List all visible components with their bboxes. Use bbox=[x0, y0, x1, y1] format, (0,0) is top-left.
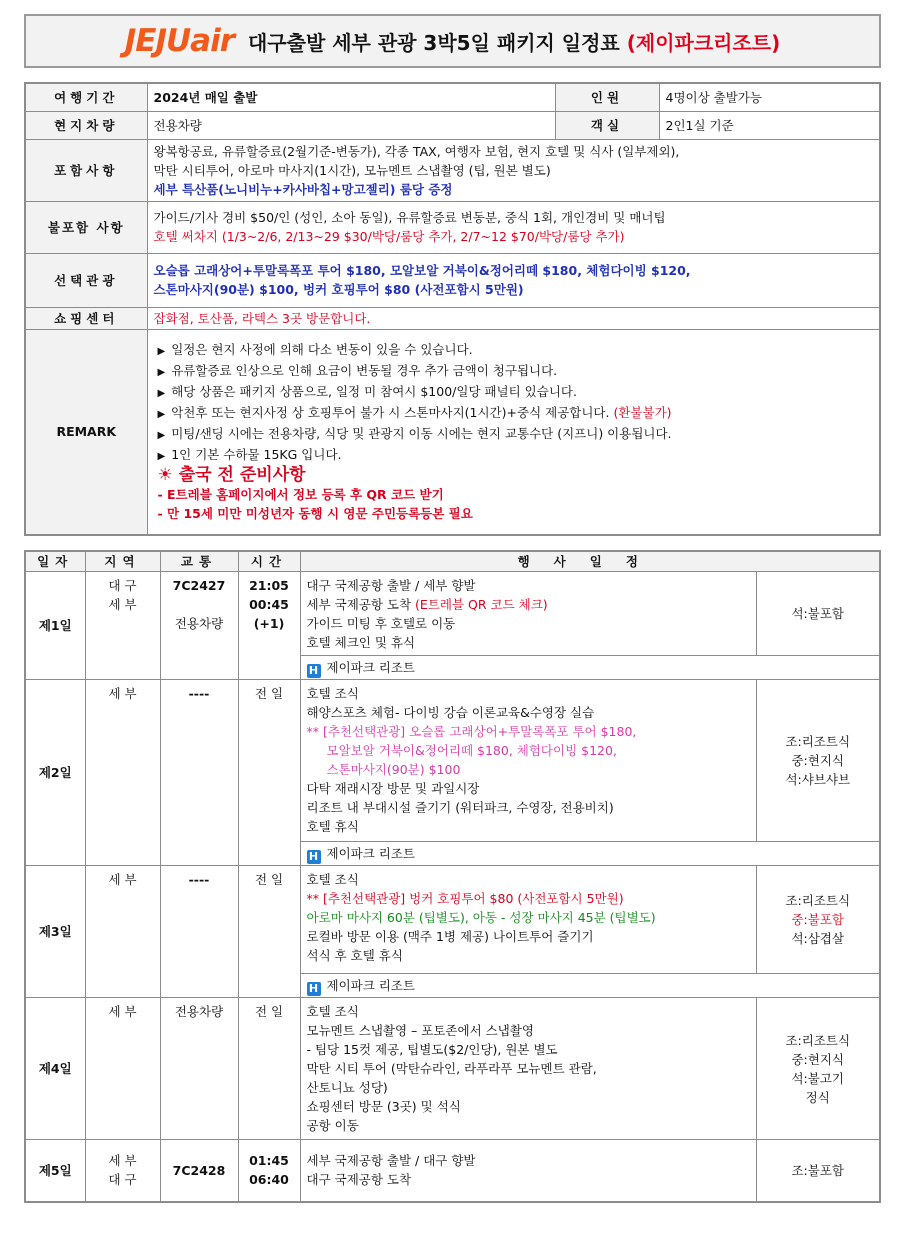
day-region bbox=[85, 572, 160, 680]
day-program bbox=[300, 1140, 756, 1202]
col-header-transport: 교통 bbox=[160, 551, 238, 572]
jejuair-logo: JEJUair bbox=[124, 23, 234, 59]
optional-line: 오슬롭 고래상어+투말록폭포 투어 $180, 모알보알 거북이&정어리떼 $180, 체험다이빙 $120, bbox=[153, 263, 691, 278]
remark-text: 일정은 현지 사정에 의해 다소 변동이 있을 수 있습니다. bbox=[171, 342, 473, 358]
hotel-icon: H bbox=[307, 850, 321, 864]
day-meals: 석:불포함 bbox=[756, 572, 880, 656]
shopping-label: 쇼핑센터 bbox=[25, 307, 147, 329]
optional-tour-line: 스톤마사지(90분) $100 bbox=[326, 762, 461, 777]
remark-item bbox=[158, 382, 874, 403]
day-transport: 7C2428 bbox=[160, 1140, 238, 1202]
included-line: 막탄 시티투어, 아로마 마사지(1시간), 모뉴멘트 스냅촬영 (팁, 원본 별도) bbox=[153, 162, 551, 178]
remark-text: 1인 기본 수하물 15KG 입니다. bbox=[171, 447, 342, 463]
col-header-date: 일자 bbox=[25, 551, 85, 572]
remark-item bbox=[158, 403, 874, 424]
info-table bbox=[24, 82, 881, 536]
region-line: 세 부 bbox=[108, 597, 137, 612]
sun-icon: ☀ bbox=[157, 465, 173, 486]
day-meals bbox=[756, 866, 880, 974]
prep-heading bbox=[158, 466, 874, 485]
hotel-name: 제이파크 리조트 bbox=[326, 845, 415, 861]
prep-title-text: 출국 전 준비사항 bbox=[178, 465, 306, 486]
title-banner bbox=[24, 14, 881, 68]
time-line: 06:40 bbox=[249, 1172, 289, 1188]
day-program bbox=[300, 866, 756, 974]
day-meals: 조:불포함 bbox=[756, 1140, 880, 1202]
optional-tour-line: ** [추천선택관광] 오슬롭 고래상어+투말록폭포 투어 $180, bbox=[306, 724, 637, 739]
day-time bbox=[238, 1140, 300, 1202]
day-label: 제2일 bbox=[25, 680, 85, 866]
hotel-icon: H bbox=[307, 664, 321, 678]
optional-value bbox=[147, 253, 880, 307]
day-transport: 전용차량 bbox=[160, 998, 238, 1140]
included-gift: 세부 특산품(노니비누+카사바칩+망고젤리) 룸당 증정 bbox=[153, 181, 453, 197]
day-hotel bbox=[300, 842, 880, 866]
triangle-bullet-icon: ▶ bbox=[157, 367, 166, 379]
prep-item: - 만 15세 미만 미성년자 동행 시 영문 주민등록등본 필요 bbox=[157, 506, 473, 522]
triangle-bullet-icon: ▶ bbox=[157, 388, 166, 400]
day-program bbox=[300, 572, 756, 656]
triangle-bullet-icon: ▶ bbox=[157, 430, 166, 442]
included-value bbox=[147, 139, 880, 201]
period-value: 2024년 매일 출발 bbox=[147, 83, 555, 111]
meal-line: 석:불고기 bbox=[791, 1070, 844, 1086]
excluded-value bbox=[147, 201, 880, 253]
meal-line: 중:불포함 bbox=[791, 912, 844, 927]
program-line: 호텔 조식 bbox=[306, 686, 359, 701]
program-line: 산토니뇨 성당) bbox=[306, 1080, 388, 1095]
optional-line: 스톤마사지(90분) $100, 벙커 호핑투어 $80 (사전포함시 5만원) bbox=[153, 282, 524, 297]
program-line: 로컬바 방문 이용 (맥주 1병 제공) 나이트투어 즐기기 bbox=[306, 929, 594, 944]
program-line: 해양스포츠 체험- 다이빙 강습 이론교육&수영장 실습 bbox=[306, 705, 595, 720]
program-line: 세부 국제공항 출발 / 대구 향발 bbox=[306, 1153, 476, 1169]
remark-text: 미팅/샌딩 시에는 전용차량, 식당 및 관광지 이동 시에는 현지 교통수단 (지프니) 이용됩니다. bbox=[171, 426, 672, 442]
day-time: 전 일 bbox=[238, 866, 300, 998]
day-time: 전 일 bbox=[238, 680, 300, 866]
itinerary-page bbox=[24, 14, 881, 1203]
hotel-name: 제이파크 리조트 bbox=[326, 977, 415, 993]
excluded-line: 가이드/기사 경비 $50/인 (성인, 소아 동일), 유류할증료 변동분, 중식 1회, 개인경비 및 매너팁 bbox=[153, 210, 666, 225]
vehicle-value: 전용차량 bbox=[147, 111, 555, 139]
day-meals bbox=[756, 680, 880, 842]
program-line: 쇼핑센터 방문 (3곳) 및 석식 bbox=[306, 1099, 461, 1114]
program-line: 호텔 체크인 및 휴식 bbox=[306, 635, 416, 650]
day-time: 전 일 bbox=[238, 998, 300, 1140]
optional-tour-line: ** [추천선택관광] 벙커 호핑투어 $80 (사전포함시 5만원) bbox=[306, 891, 624, 906]
triangle-bullet-icon: ▶ bbox=[157, 451, 166, 463]
shopping-value: 잡화점, 토산품, 라텍스 3곳 방문합니다. bbox=[147, 307, 880, 329]
included-line: 왕복항공료, 유류할증료(2월기준-변동가), 각종 TAX, 여행자 보험, 현지 호텔 및 식사 (일부제외), bbox=[153, 143, 680, 159]
vehicle-label: 현지차량 bbox=[25, 111, 147, 139]
day-label: 제1일 bbox=[25, 572, 85, 680]
remark-label: REMARK bbox=[25, 329, 147, 535]
meal-line: 조:리조트식 bbox=[785, 734, 851, 749]
transport-spacer bbox=[167, 595, 232, 614]
excluded-label: 불포함 사항 bbox=[25, 201, 147, 253]
program-line: 호텔 휴식 bbox=[306, 819, 359, 834]
day-region: 세 부 bbox=[85, 998, 160, 1140]
flight-number: 7C2427 bbox=[172, 578, 226, 593]
program-line: - 팀당 15컷 제공, 팁별도($2/인당), 원본 별도 bbox=[306, 1042, 558, 1057]
day-label: 제5일 bbox=[25, 1140, 85, 1202]
remark-item bbox=[158, 445, 874, 466]
meal-line: 중:현지식 bbox=[791, 1051, 844, 1067]
schedule-table bbox=[24, 550, 881, 1203]
day-region: 세 부 bbox=[85, 866, 160, 998]
day-meals bbox=[756, 998, 880, 1140]
meal-line: 조:리조트식 bbox=[785, 1032, 851, 1048]
remark-value bbox=[147, 329, 880, 535]
col-header-time: 시간 bbox=[238, 551, 300, 572]
program-line: 리조트 내 부대시설 즐기기 (워터파크, 수영장, 전용비치) bbox=[306, 800, 614, 815]
remark-text: 해당 상품은 패키지 상품으로, 일정 미 참여시 $100/일당 패널티 있습니다. bbox=[171, 384, 577, 400]
col-header-program: 행사일정 bbox=[300, 551, 880, 572]
region-line: 대 구 bbox=[108, 1172, 137, 1188]
meal-line: 중:현지식 bbox=[791, 753, 844, 768]
title-text: 대구출발 세부 관광 3박5일 패키지 일정표 bbox=[247, 30, 620, 55]
excluded-surcharge: 호텔 써차지 (1/3~2/6, 2/13~29 $30/박당/룸당 추가, 2/7~12 $70/박당/룸당 추가) bbox=[153, 229, 625, 244]
program-line: 대구 국제공항 도착 bbox=[306, 1172, 412, 1188]
qr-check-note: (E트레블 QR 코드 체크) bbox=[415, 597, 548, 612]
title-resort: (제이파크리조트) bbox=[626, 30, 781, 55]
meal-line: 정식 bbox=[805, 1089, 830, 1105]
day-label: 제4일 bbox=[25, 998, 85, 1140]
program-line: 모뉴멘트 스냅촬영 – 포토존에서 스냅촬영 bbox=[306, 1023, 534, 1038]
col-header-region: 지역 bbox=[85, 551, 160, 572]
region-line: 세 부 bbox=[108, 1153, 137, 1169]
room-label: 객실 bbox=[555, 111, 659, 139]
hotel-icon: H bbox=[307, 982, 321, 996]
day-time bbox=[238, 572, 300, 680]
day-hotel bbox=[300, 656, 880, 680]
day-hotel bbox=[300, 974, 880, 998]
massage-line: 아로마 마사지 60분 (팁별도), 아동 - 성장 마사지 45분 (팁별도) bbox=[306, 910, 656, 925]
refund-note: (환불불가) bbox=[613, 405, 672, 421]
day-transport: ---- bbox=[160, 680, 238, 866]
day-program bbox=[300, 998, 756, 1140]
meal-line: 석:삼겹살 bbox=[791, 931, 844, 946]
program-line bbox=[307, 595, 750, 614]
program-line: 가이드 미팅 후 호텔로 이동 bbox=[306, 616, 456, 631]
included-label: 포함사항 bbox=[25, 139, 147, 201]
program-line: 공항 이동 bbox=[306, 1118, 359, 1133]
time-line: 01:45 bbox=[249, 1153, 289, 1169]
prep-item: - E트레블 홈페이지에서 정보 등록 후 QR 코드 받기 bbox=[157, 487, 444, 503]
day-region: 세 부 bbox=[85, 680, 160, 866]
meal-line: 석:샤브샤브 bbox=[785, 772, 851, 787]
day-program bbox=[300, 680, 756, 842]
time-line: 00:45 bbox=[249, 597, 289, 612]
triangle-bullet-icon: ▶ bbox=[157, 409, 166, 421]
day-transport: ---- bbox=[160, 866, 238, 998]
program-line: 호텔 조식 bbox=[306, 872, 359, 887]
time-line: (+1) bbox=[253, 616, 285, 631]
page-title bbox=[248, 27, 780, 56]
region-line: 대 구 bbox=[108, 578, 137, 593]
program-line: 호텔 조식 bbox=[306, 1004, 359, 1019]
time-line: 21:05 bbox=[249, 578, 289, 593]
period-label: 여행기간 bbox=[25, 83, 147, 111]
day-transport bbox=[160, 572, 238, 680]
day-region bbox=[85, 1140, 160, 1202]
remark-text: 유류할증료 인상으로 인해 요금이 변동될 경우 추가 금액이 청구됩니다. bbox=[171, 363, 558, 379]
remark-item bbox=[158, 424, 874, 445]
hotel-name: 제이파크 리조트 bbox=[326, 659, 415, 675]
remark-item bbox=[158, 361, 874, 382]
optional-label: 선택관광 bbox=[25, 253, 147, 307]
people-label: 인원 bbox=[555, 83, 659, 111]
program-line: 대구 국제공항 출발 / 세부 향발 bbox=[306, 578, 476, 593]
day-label: 제3일 bbox=[25, 866, 85, 998]
optional-tour-line: 모알보알 거북이&정어리떼 $180, 체험다이빙 $120, bbox=[326, 743, 617, 758]
triangle-bullet-icon: ▶ bbox=[157, 346, 166, 358]
transport-vehicle: 전용차량 bbox=[174, 616, 224, 631]
people-value: 4명이상 출발가능 bbox=[659, 83, 880, 111]
room-value: 2인1실 기준 bbox=[659, 111, 880, 139]
remark-text: 악천후 또는 현지사정 상 호핑투어 불가 시 스톤마사지(1시간)+중식 제공합니다. bbox=[171, 405, 610, 421]
meal-line: 조:리조트식 bbox=[785, 893, 851, 908]
program-line: 석식 후 호텔 휴식 bbox=[306, 948, 403, 963]
remark-item bbox=[158, 340, 874, 361]
program-line: 다탁 재래시장 방문 및 과일시장 bbox=[306, 781, 480, 796]
program-text: 세부 국제공항 도착 bbox=[306, 597, 416, 612]
program-line: 막탄 시티 투어 (막탄슈라인, 라푸라푸 모뉴멘트 관람, bbox=[306, 1061, 597, 1076]
